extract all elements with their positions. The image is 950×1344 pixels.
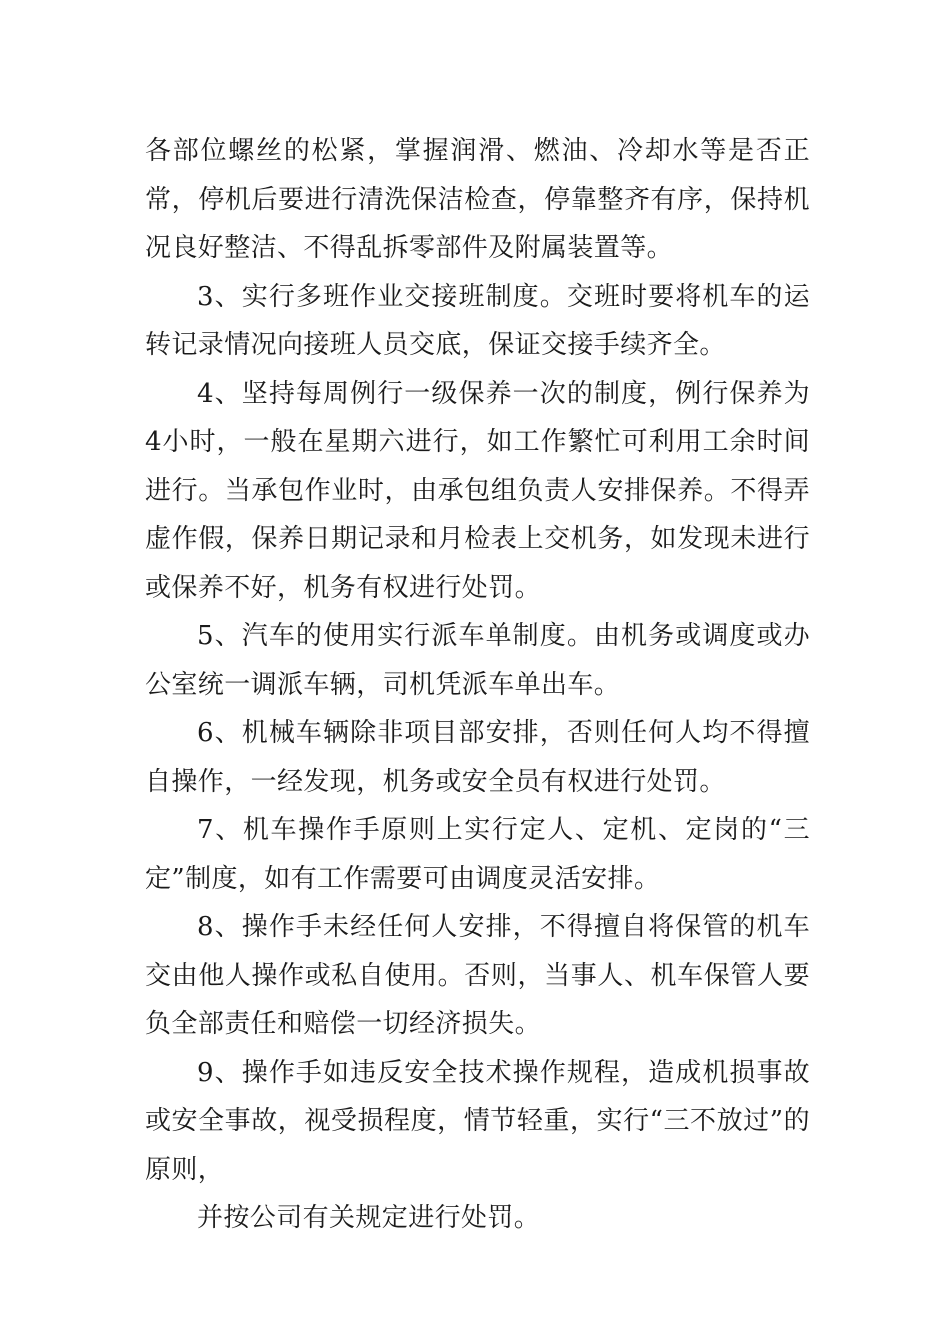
paragraph-item-8: 8、操作手未经任何人安排，不得擅自将保管的机车交由他人操作或私自使用。否则，当事人、机车保管人要负全部责任和赔偿一切经济损失。	[145, 912, 810, 1039]
paragraph-continuation: 各部位螺丝的松紧，掌握润滑、燃油、冷却水等是否正常，停机后要进行清洗保洁检查，停靠整齐有序，保持机况良好整洁、不得乱拆零部件及附属装置等。	[145, 136, 810, 263]
paragraph-item-9-continuation: 并按公司有关规定进行处罚。	[197, 1203, 541, 1233]
paragraph-item-3: 3、实行多班作业交接班制度。交班时要将机车的运转记录情况向接班人员交底，保证交接手续齐全。	[145, 281, 810, 360]
paragraph-item-9: 9、操作手如违反安全技术操作规程，造成机损事故或安全事故，视受损程度，情节轻重，实行“三不放过”的原则，	[145, 1057, 810, 1185]
paragraph-item-6: 6、机械车辆除非项目部安排，否则任何人均不得擅自操作，一经发现，机务或安全员有权进行处罚。	[145, 718, 810, 797]
paragraph-item-7: 7、机车操作手原则上实行定人、定机、定岗的“三定”制度，如有工作需要可由调度灵活安排。	[145, 815, 810, 894]
document-body	[145, 127, 810, 1243]
paragraph-item-4: 4、坚持每周例行一级保养一次的制度，例行保养为4小时，一般在星期六进行，如工作繁忙可利用工余时间进行。当承包作业时，由承包组负责人安排保养。不得弄虚作假，保养日期记录和月检表上交机务，如发现未进行或保养不好，机务有权进行处罚。	[145, 378, 810, 603]
paragraph-item-5: 5、汽车的使用实行派车单制度。由机务或调度或办公室统一调派车辆，司机凭派车单出车。	[145, 621, 810, 700]
